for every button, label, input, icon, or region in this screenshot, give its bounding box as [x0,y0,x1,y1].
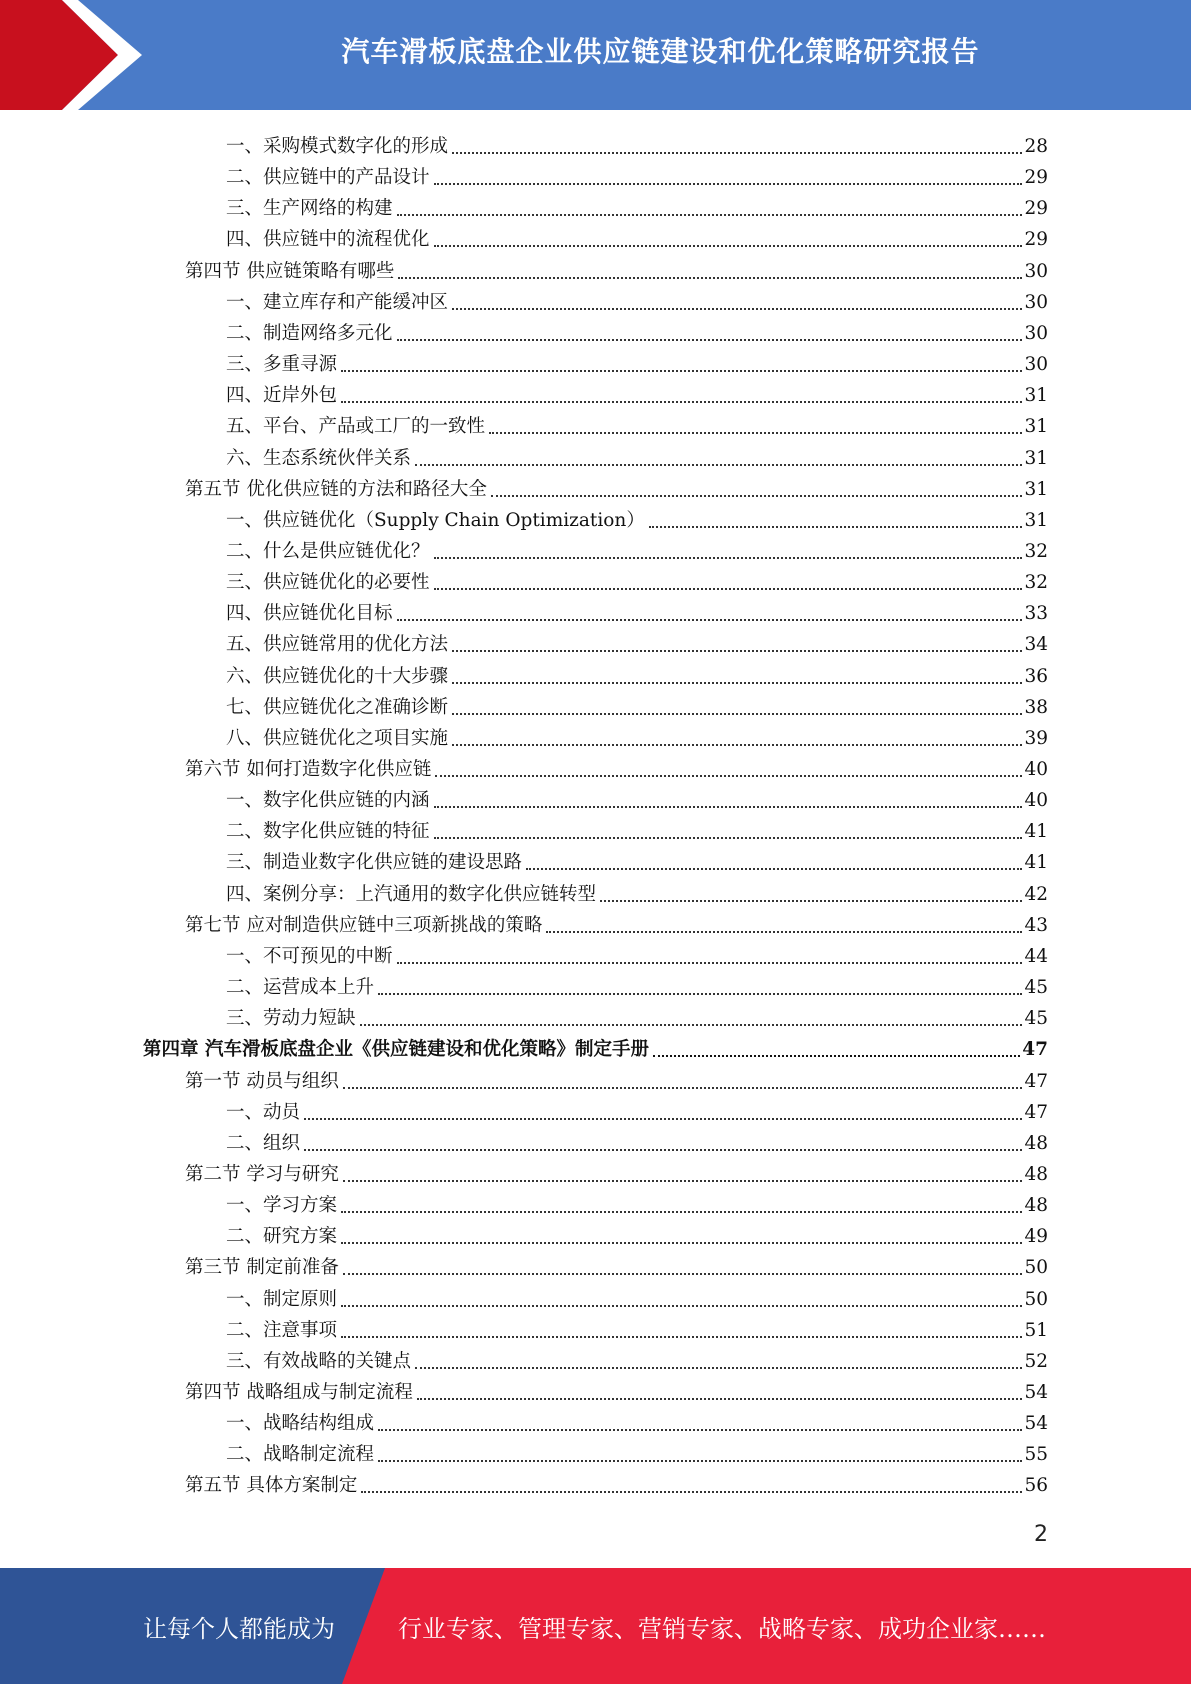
toc-dot-leader [435,775,1022,777]
report-title: 汽车滑板底盘企业供应链建设和优化策略研究报告 [341,35,980,68]
toc-dot-leader [452,152,1022,154]
toc-page-number: 40 [1024,759,1048,780]
toc-subsection-entry[interactable] [226,408,1048,439]
toc-page-number: 29 [1024,198,1048,220]
footer-slogan-left: 让每个人都能成为 [143,1614,335,1643]
toc-subsection-entry[interactable] [226,969,1048,1000]
toc-dot-leader [397,214,1023,216]
toc-dot-leader [415,464,1022,466]
toc-dot-leader [653,1055,1020,1057]
toc-entry-title: 一、建立库存和产能缓冲区 [226,291,449,313]
toc-section-entry[interactable] [185,751,1048,782]
toc-subsection-entry[interactable] [226,533,1048,564]
toc-entry-title: 第二节 学习与研究 [185,1163,339,1185]
toc-subsection-entry[interactable] [226,377,1048,408]
toc-entry-title: 五、供应链常用的优化方法 [226,634,449,656]
toc-entry-title: 三、多重寻源 [226,354,338,376]
toc-entry-title: 第五节 具体方案制定 [185,1475,358,1497]
toc-dot-leader [452,713,1022,715]
toc-dot-leader [649,526,1023,528]
toc-subsection-entry[interactable] [226,813,1048,844]
toc-entry-title: 三、生产网络的构建 [226,198,393,220]
toc-dot-leader [434,806,1023,808]
toc-page-number: 32 [1024,540,1048,562]
toc-subsection-entry[interactable] [226,221,1048,252]
toc-page-number: 41 [1024,852,1048,874]
toc-subsection-entry[interactable] [226,128,1048,159]
toc-entry-title: 一、数字化供应链的内涵 [226,790,430,812]
toc-subsection-entry[interactable] [226,190,1048,221]
toc-dot-leader [341,1242,1022,1244]
toc-entry-title: 第三节 制定前准备 [185,1257,339,1279]
toc-subsection-entry[interactable] [226,938,1048,969]
toc-page-number: 48 [1024,1132,1048,1154]
toc-page-number: 31 [1024,478,1048,500]
toc-page-number: 31 [1024,509,1048,531]
toc-dot-leader [546,931,1022,933]
toc-section-entry[interactable] [185,253,1048,284]
toc-entry-title: 五、平台、产品或工厂的一致性 [226,416,486,438]
toc-entry-title: 第一节 动员与组织 [185,1070,339,1092]
toc-subsection-entry[interactable] [226,595,1048,626]
toc-section-entry[interactable] [185,1249,1048,1280]
toc-page-number: 42 [1024,883,1048,905]
toc-section-entry[interactable] [185,1467,1048,1498]
toc-page-number: 48 [1024,1195,1048,1217]
toc-page-number: 38 [1024,696,1048,718]
page-header [0,0,1191,110]
toc-subsection-entry[interactable] [226,1281,1048,1312]
toc-page-number: 50 [1024,1288,1048,1310]
toc-entry-title: 二、研究方案 [226,1226,338,1248]
toc-entry-title: 四、供应链中的流程优化 [226,229,430,251]
toc-dot-leader [397,619,1023,621]
toc-section-entry[interactable] [185,1156,1048,1187]
toc-entry-title: 一、学习方案 [226,1195,338,1217]
toc-dot-leader [343,1180,1023,1182]
toc-entry-title: 第七节 应对制造供应链中三项新挑战的策略 [185,914,543,936]
toc-page-number: 48 [1024,1163,1048,1185]
toc-entry-title: 一、制定原则 [226,1288,338,1310]
toc-dot-leader [434,183,1023,185]
toc-subsection-entry[interactable] [226,720,1048,751]
toc-subsection-entry[interactable] [226,564,1048,595]
toc-page-number: 40 [1024,790,1048,812]
toc-dot-leader [489,432,1022,434]
toc-entry-title: 第六节 如何打造数字化供应链 [185,759,432,780]
toc-entry-title: 第五节 优化供应链的方法和路径大全 [185,478,487,500]
toc-page-number: 36 [1024,665,1048,687]
toc-dot-leader [526,868,1022,870]
toc-dot-leader [417,1398,1023,1400]
toc-entry-title: 第四节 供应链策略有哪些 [185,260,395,282]
toc-subsection-entry[interactable] [226,782,1048,813]
toc-page-number: 28 [1024,136,1048,157]
toc-page-number: 55 [1024,1444,1048,1466]
toc-page-number: 29 [1024,167,1048,189]
toc-page-number: 34 [1024,634,1048,656]
toc-dot-leader [304,1118,1022,1120]
toc-subsection-entry[interactable] [226,876,1048,907]
toc-dot-leader [341,1336,1022,1338]
toc-page-number: 31 [1024,447,1048,469]
toc-subsection-entry[interactable] [226,689,1048,720]
toc-dot-leader [360,1024,1023,1026]
toc-dot-leader [341,1305,1022,1307]
toc-subsection-entry[interactable] [226,1436,1048,1467]
toc-entry-title: 二、数字化供应链的特征 [226,821,430,843]
toc-page-number: 51 [1024,1319,1048,1341]
toc-dot-leader [304,1149,1022,1151]
toc-dot-leader [434,557,1023,559]
toc-entry-title: 二、供应链中的产品设计 [226,167,430,189]
toc-dot-leader [600,900,1022,902]
toc-entry-title: 四、供应链优化目标 [226,603,393,625]
toc-page-number: 47 [1022,1039,1048,1061]
toc-subsection-entry[interactable] [226,1094,1048,1125]
toc-entry-title: 一、动员 [226,1101,301,1123]
toc-entry-title: 八、供应链优化之项目实施 [226,727,449,749]
toc-entry-title: 一、供应链优化（Supply Chain Optimization） [226,509,645,531]
toc-dot-leader [452,682,1022,684]
toc-entry-title: 二、制造网络多元化 [226,322,393,344]
page-footer [0,1568,1191,1684]
toc-entry-title: 三、有效战略的关键点 [226,1350,412,1372]
toc-section-entry[interactable] [185,907,1048,938]
toc-entry-title: 六、供应链优化的十大步骤 [226,665,449,687]
toc-dot-leader [343,1273,1023,1275]
toc-dot-leader [378,1429,1022,1431]
toc-dot-leader [361,1491,1022,1493]
toc-dot-leader [398,277,1022,279]
toc-page-number: 45 [1024,977,1048,999]
footer-slogan-right: 行业专家、管理专家、营销专家、战略专家、成功企业家…… [398,1614,1046,1643]
toc-page-number: 47 [1024,1101,1048,1123]
toc-page-number: 30 [1024,322,1048,344]
toc-subsection-entry[interactable] [226,1187,1048,1218]
toc-dot-leader [378,1460,1022,1462]
toc-page-number: 52 [1024,1350,1048,1372]
toc-subsection-entry[interactable] [226,1343,1048,1374]
toc-entry-title: 二、战略制定流程 [226,1444,375,1466]
toc-dot-leader [452,308,1022,310]
toc-subsection-entry[interactable] [226,315,1048,346]
toc-entry-title: 一、战略结构组成 [226,1413,375,1435]
toc-subsection-entry[interactable] [226,346,1048,377]
toc-dot-leader [341,1211,1022,1213]
toc-section-entry[interactable] [185,1063,1048,1094]
toc-section-entry[interactable] [185,1374,1048,1405]
toc-dot-leader [452,744,1022,746]
toc-dot-leader [491,495,1023,497]
toc-dot-leader [452,650,1022,652]
toc-entry-title: 一、不可预见的中断 [226,945,393,967]
toc-page-number: 54 [1024,1382,1048,1403]
page-number: 2 [1034,1522,1048,1547]
toc-entry-title: 第四节 战略组成与制定流程 [185,1382,413,1403]
toc-entry-title: 三、供应链优化的必要性 [226,572,430,594]
toc-dot-leader [378,993,1022,995]
toc-dot-leader [341,401,1022,403]
toc-entry-title: 三、制造业数字化供应链的建设思路 [226,852,523,874]
toc-entry-title: 六、生态系统伙伴关系 [226,447,412,469]
toc-entry-title: 三、劳动力短缺 [226,1008,356,1030]
toc-subsection-entry[interactable] [226,440,1048,471]
toc-page-number: 29 [1024,229,1048,251]
toc-subsection-entry[interactable] [226,159,1048,190]
toc-subsection-entry[interactable] [226,658,1048,689]
toc-subsection-entry[interactable] [226,1405,1048,1436]
toc-subsection-entry[interactable] [226,284,1048,315]
toc-page-number: 43 [1024,914,1048,936]
toc-subsection-entry[interactable] [226,1312,1048,1343]
toc-entry-title: 第四章 汽车滑板底盘企业《供应链建设和优化策略》制定手册 [143,1039,649,1061]
toc-section-entry[interactable] [185,471,1048,502]
toc-page-number: 56 [1024,1475,1048,1497]
toc-entry-title: 二、组织 [226,1132,301,1154]
toc-dot-leader [415,1367,1022,1369]
toc-entry-title: 四、近岸外包 [226,385,338,407]
toc-page-number: 30 [1024,260,1048,282]
toc-subsection-entry[interactable] [226,626,1048,657]
toc-subsection-entry[interactable] [226,844,1048,875]
toc-dot-leader [397,339,1023,341]
toc-dot-leader [434,588,1023,590]
toc-entry-title: 二、什么是供应链优化？ [226,540,430,562]
toc-dot-leader [343,1087,1023,1089]
toc-page-number: 33 [1024,603,1048,625]
toc-page-number: 49 [1024,1226,1048,1248]
toc-entry-title: 二、注意事项 [226,1319,338,1341]
toc-dot-leader [434,245,1023,247]
toc-page-number: 30 [1024,354,1048,376]
toc-dot-leader [434,837,1023,839]
toc-subsection-entry[interactable] [226,1000,1048,1031]
toc-subsection-entry[interactable] [226,502,1048,533]
toc-page-number: 44 [1024,945,1048,967]
toc-page-number: 31 [1024,416,1048,438]
toc-page-number: 41 [1024,821,1048,843]
toc-subsection-entry[interactable] [226,1218,1048,1249]
toc-page-number: 45 [1024,1008,1048,1030]
toc-entry-title: 七、供应链优化之准确诊断 [226,696,449,718]
toc-page-number: 47 [1024,1070,1048,1092]
toc-chapter-entry[interactable] [143,1031,1048,1062]
toc-subsection-entry[interactable] [226,1125,1048,1156]
toc-page-number: 54 [1024,1413,1048,1435]
toc-page-number: 31 [1024,385,1048,407]
toc-entry-title: 一、采购模式数字化的形成 [226,136,449,157]
toc-entry-title: 二、运营成本上升 [226,977,375,999]
toc-page-number: 50 [1024,1257,1048,1279]
toc-dot-leader [341,370,1022,372]
toc-entry-title: 四、案例分享：上汽通用的数字化供应链转型 [226,883,597,905]
toc-page-number: 32 [1024,572,1048,594]
toc-dot-leader [397,962,1023,964]
toc-page-number: 39 [1024,727,1048,749]
toc-page-number: 30 [1024,291,1048,313]
